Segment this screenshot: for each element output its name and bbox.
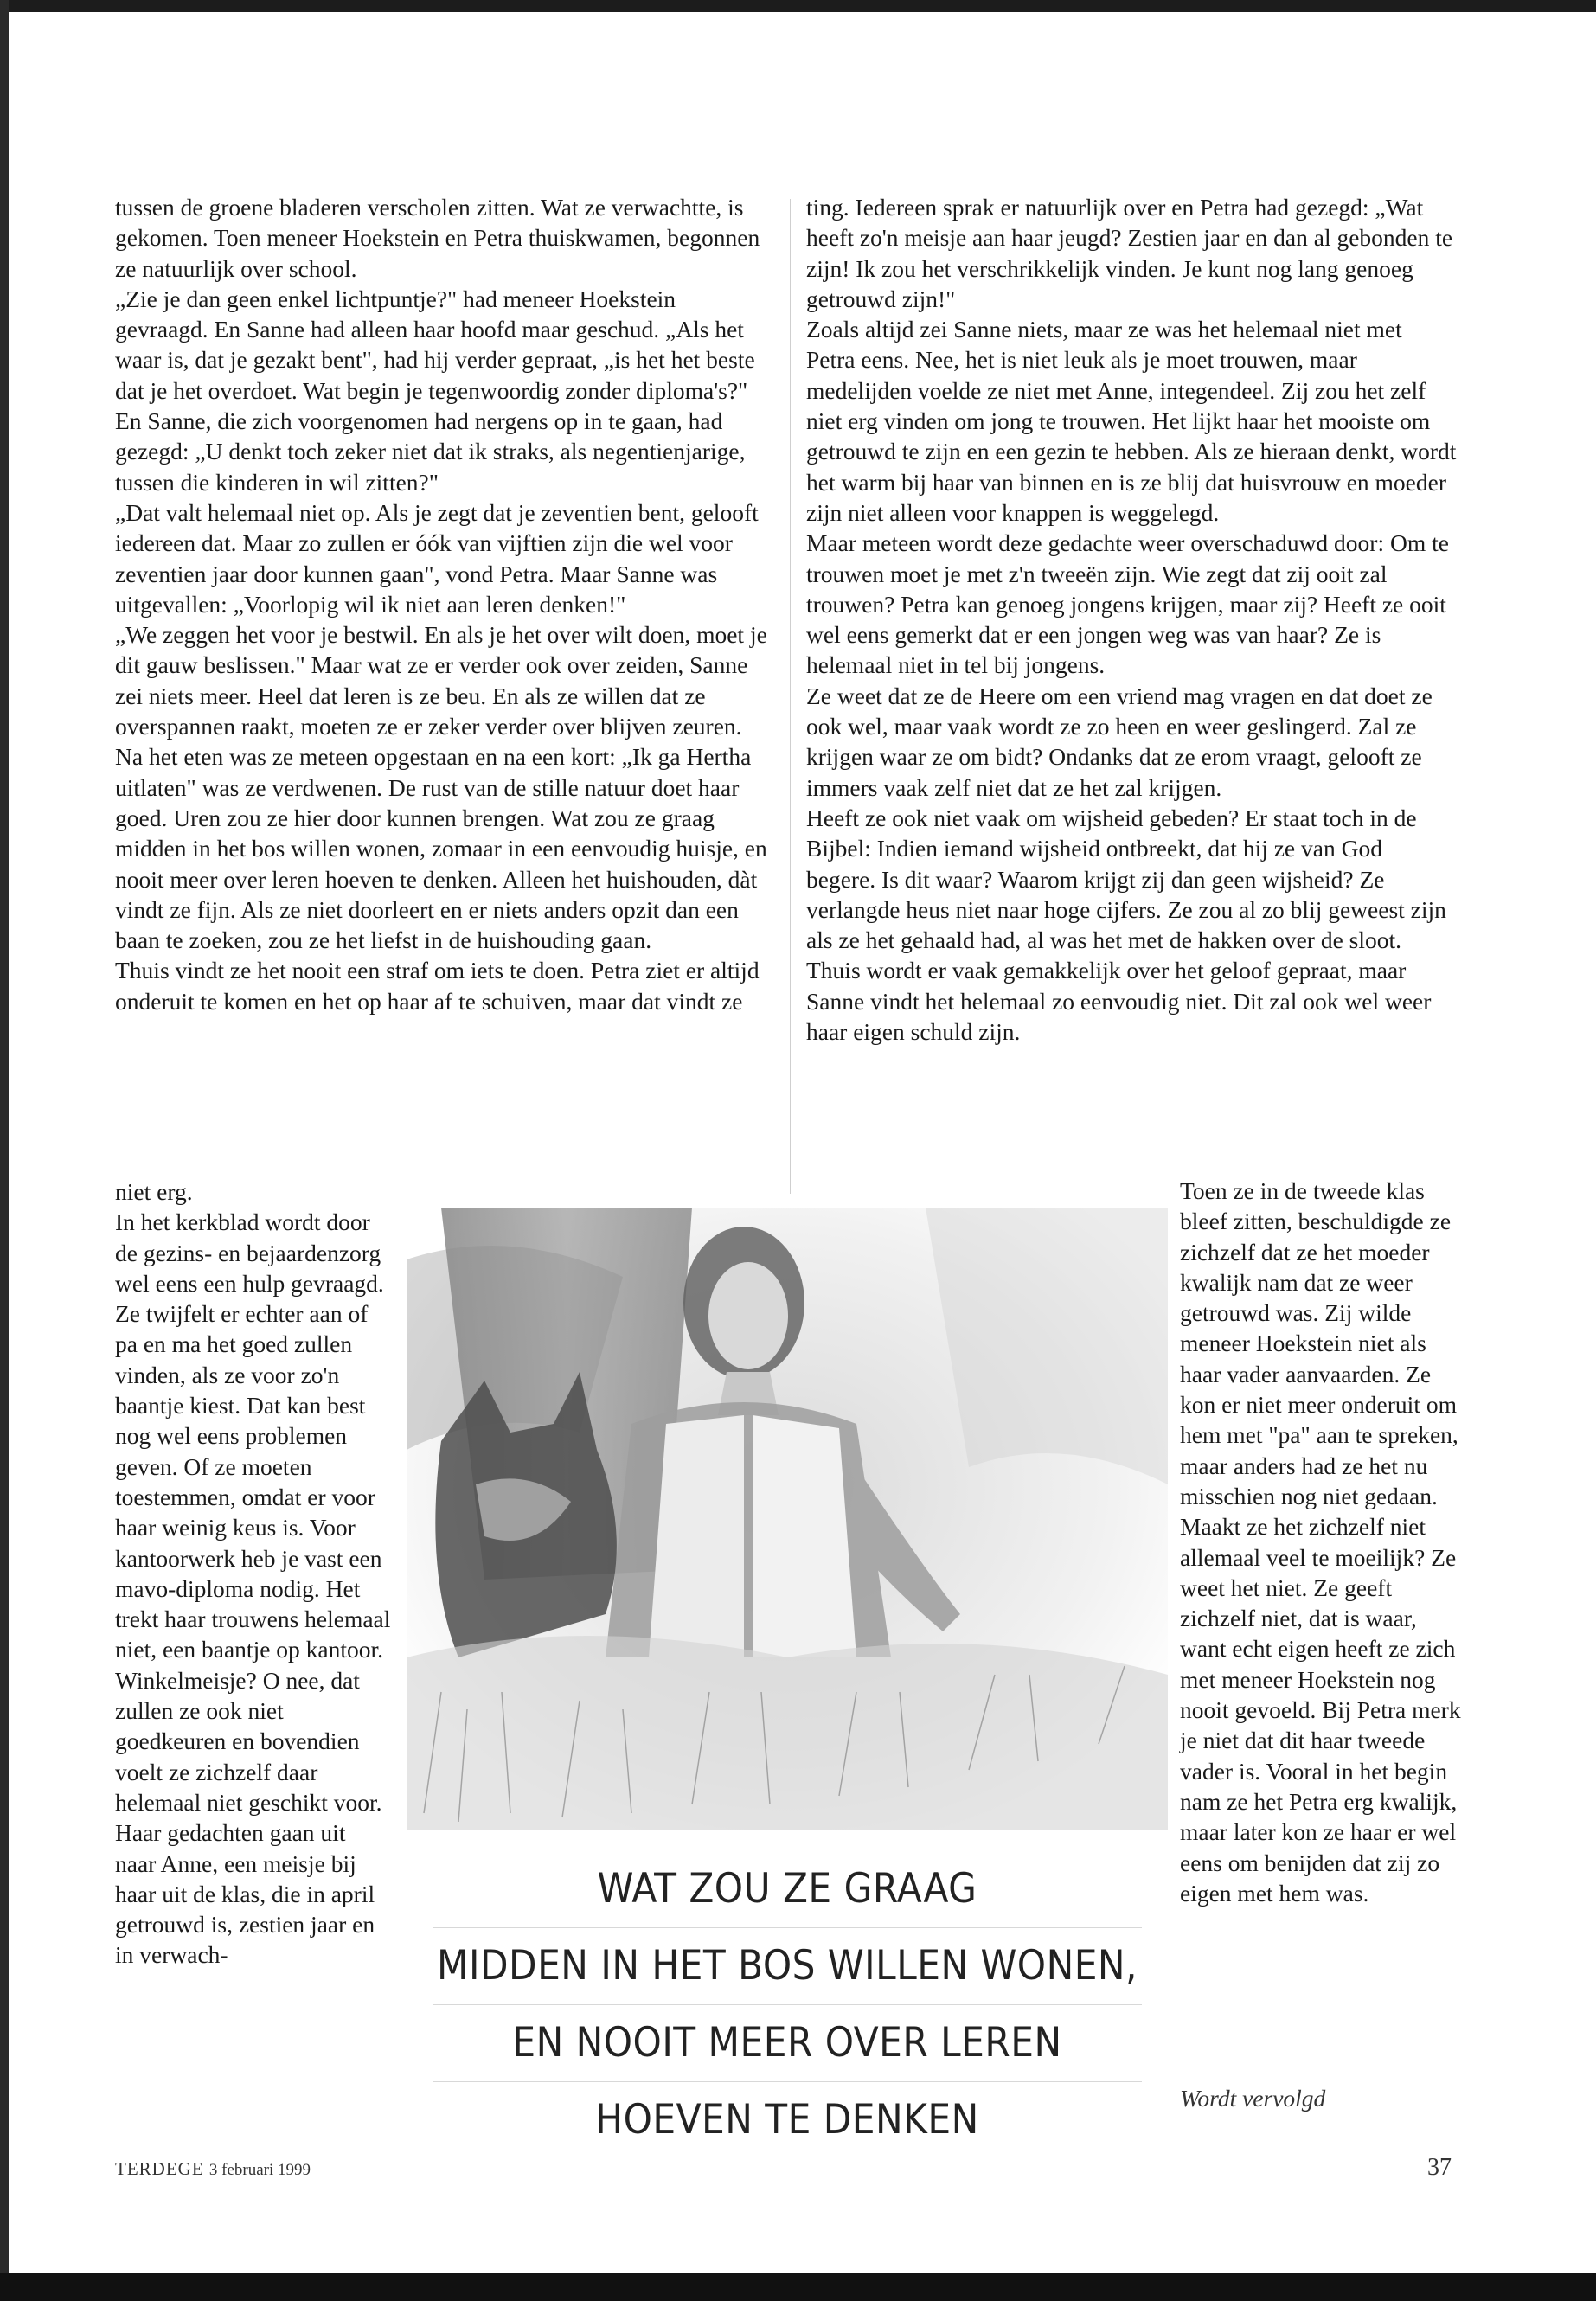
girl-and-dog-drawing xyxy=(407,1208,1168,1830)
pencil-illustration xyxy=(407,1208,1168,1830)
continued-note: Wordt vervolgd xyxy=(1180,2085,1326,2112)
paragraph: „Dat valt helemaal niet op. Als je zegt dat je zeventien bent, gelooft iedereen dat. Maar zo zullen er óók van vijftien zijn die wel voor zeventien jaar door kunnen gaan", vond Petra. Maar Sanne was uitgevallen: „Voorlopig wil ik niet aan leren denken!" xyxy=(115,498,759,618)
left-scan-edge xyxy=(0,0,9,2301)
publication-date: 3 februari 1999 xyxy=(208,2161,311,2179)
paragraph: Thuis wordt er vaak gemakkelijk over het geloof gepraat, maar Sanne vindt het helemaal zo eenvoudig niet. Dit zal ook wel weer haar eigen schuld zijn. xyxy=(806,957,1432,1046)
girl-face xyxy=(708,1262,788,1369)
paragraph: Na het eten was ze meteen opgestaan en na een kort: „Ik ga Hertha uitlaten" was ze verdwenen. De rust van de stille natuur doet haar goed. Uren zou ze hier door kunnen brengen. Wat zou ze graag midden in het bos willen wonen, zomaar in een eenvoudig huisje, en nooit meer over leren hoeven te denken. Alleen het huishouden, dàt vindt ze fijn. Als ze niet doorleert en er niets anders opzit dan een baan te zoeken, zou ze het liefst in de huishouding gaan. xyxy=(115,743,767,954)
article-column-left xyxy=(115,192,768,1016)
paragraph: niet erg. xyxy=(115,1178,193,1205)
grass xyxy=(407,1636,1168,1830)
pull-quote-line: HOEVEN TE DENKEN xyxy=(595,2096,979,2144)
paragraph: Heeft ze ook niet vaak om wijsheid gebeden? Er staat toch in de Bijbel: Indien iemand wijsheid ontbreekt, dat hij ze van God begere. Is dit waar? Waarom krijgt zij dan geen wijsheid? Ze verlangde heus niet naar hoge cijfers. Ze zou al zo blij geweest zijn als ze het gehaald had, al was het met de hakken over de sloot. xyxy=(806,804,1446,954)
paragraph: „We zeggen het voor je bestwil. En als je het over wilt doen, moet je dit gauw beslissen." Maar wat ze er verder ook over zeiden, Sanne zei niets meer. Heel dat leren is ze beu. En als ze willen dat ze overspannen raakt, moeten ze er zeker verder over blijven zeuren. xyxy=(115,621,767,740)
pull-quote-line: EN NOOIT MEER OVER LEREN xyxy=(433,2005,1142,2082)
paragraph: ting. Iedereen sprak er natuurlijk over en Petra had gezegd: „Wat heeft zo'n meisje aan haar jeugd? Zestien jaar en dan al gebonden te zijn! Ik zou het verschrikkelijk vinden. Je kunt nog lang genoeg getrouwd zijn!" xyxy=(806,194,1453,312)
paragraph: tussen de groene bladeren verscholen zitten. Wat ze verwachtte, is gekomen. Toen meneer Hoekstein en Petra thuiskwamen, begonnen ze natuurlijk over school. xyxy=(115,194,760,282)
paragraph: Thuis vindt ze het nooit een straf om iets te doen. Petra ziet er altijd onderuit te komen en het op haar af te schuiven, maar dat vindt ze xyxy=(115,957,760,1015)
paragraph: In het kerkblad wordt door de gezins- en bejaardenzorg wel eens een hulp gevraagd. Ze twijfelt er echter aan of pa en ma het goed zullen vinden, als ze voor zo'n baantje kiest. Dat kan best nog wel eens problemen geven. Of ze moeten toestemmen, omdat er voor haar weinig keus is. Voor kantoorwerk heb je vast een mavo-diploma nodig. Het trekt haar trouwens helemaal niet, een baantje op kantoor. Winkelmeisje? O nee, dat zullen ze ook niet goedkeuren en bovendien voelt ze zichzelf daar helemaal niet geschikt voor. Haar gedachten gaan uit naar Anne, een meisje bij haar uit de klas, die in april getrouwd is, zestien jaar en in verwach- xyxy=(115,1208,391,1969)
article-column-left-narrow xyxy=(115,1176,392,1971)
pull-quote-line: WAT ZOU ZE GRAAG xyxy=(433,1851,1142,1928)
girl-vest-right xyxy=(753,1415,856,1657)
paragraph: Toen ze in de tweede klas bleef zitten, beschuldigde ze zichzelf dat ze het moeder kwalijk nam dat ze weer getrouwd was. Zij wilde meneer Hoekstein niet als haar vader aanvaarden. Ze kon er niet meer onderuit om hem met "pa" aan te spreken, maar anders had ze het nu misschien nog niet gedaan. Maakt ze het zichzelf niet allemaal veel te moeilijk? Ze weet het niet. Ze geeft zichzelf niet, dat is waar, want echt eigen heeft ze zich met meneer Hoekstein nog nooit gevoeld. Bij Petra merk je niet dat dit haar tweede vader is. Vooral in het begin nam ze het Petra erg kwalijk, maar later kon ze haar er wel eens om benijden dat zij zo eigen met hem was. xyxy=(1180,1177,1461,1907)
paragraph: Ze weet dat ze de Heere om een vriend mag vragen en dat doet ze ook wel, maar vaak wordt ze zo heen en weer geslingerd. Zal ze krijgen waar ze om bidt? Ondanks dat ze erom vraagt, gelooft ze immers vaak zelf niet dat ze het zal krijgen. xyxy=(806,682,1433,801)
pull-quote xyxy=(433,1851,1142,2158)
article-column-right-narrow xyxy=(1180,1176,1465,1908)
article-column-right xyxy=(806,192,1457,1047)
pull-quote-line: MIDDEN IN HET BOS WILLEN WONEN, xyxy=(433,1928,1142,2005)
column-divider xyxy=(790,199,791,1194)
top-border xyxy=(0,0,1596,12)
publication-name: TERDEGE xyxy=(115,2158,204,2179)
footer-publication xyxy=(115,2158,311,2180)
bottom-scan-edge xyxy=(0,2273,1596,2301)
page-number: 37 xyxy=(1427,2154,1452,2181)
paragraph: Zoals altijd zei Sanne niets, maar ze was het helemaal niet met Petra eens. Nee, het is niet leuk als je moet trouwen, maar medelijden voelde ze niet met Anne, integendeel. Zij zou het zelf niet erg vinden om jong te trouwen. Het lijkt haar het mooiste om getrouwd te zijn en een gezin te hebben. Als ze hieraan denkt, wordt het warm bij haar van binnen en is ze blij dat huisvrouw en moeder zijn niet alleen voor knappen is weggelegd. xyxy=(806,316,1457,526)
paragraph: Maar meteen wordt deze gedachte weer overschaduwd door: Om te trouwen moet je met z'n tweeën zijn. Wie zegt dat zij ooit zal trouwen? Petra kan genoeg jongens krijgen, maar zij? Heeft ze ooit wel eens gemerkt dat er een jongen weg was van haar? Ze is helemaal niet in tel bij jongens. xyxy=(806,529,1449,679)
paragraph: „Zie je dan geen enkel lichtpuntje?" had meneer Hoekstein gevraagd. En Sanne had alleen haar hoofd maar geschud. „Als het waar is, dat je gezakt bent", had hij verder gepraat, „is het het beste dat je het overdoet. Wat begin je tegenwoordig zonder diploma's?" En Sanne, die zich voorgenomen had nergens op in te gaan, had gezegd: „U denkt toch zeker niet dat ik straks, als negentienjarige, tussen die kinderen in wil zitten?" xyxy=(115,285,755,496)
